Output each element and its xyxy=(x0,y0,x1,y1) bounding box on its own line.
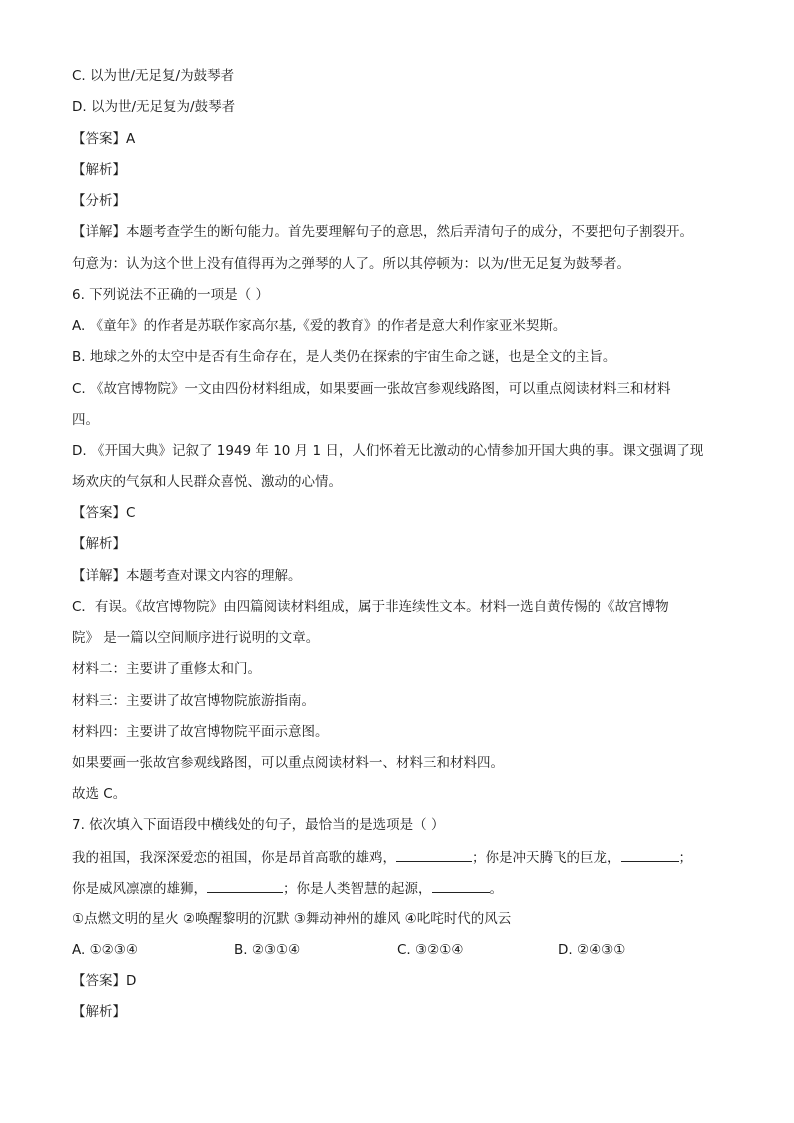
material-four: 材料四：主要讲了故宫博物院平面示意图。 xyxy=(72,724,329,740)
answer-label: 【答案】D xyxy=(72,973,137,989)
fill-blank xyxy=(396,848,472,862)
fenxi-heading: 【分析】 xyxy=(72,193,126,209)
explanation-conclusion: 如果要画一张故宫参观线路图，可以重点阅读材料一、材料三和材料四。 xyxy=(72,755,504,771)
choose-statement: 故选 C。 xyxy=(72,786,127,802)
detail-paragraph: 【详解】本题考查对课文内容的理解。 xyxy=(72,568,302,584)
fill-blank xyxy=(207,879,283,893)
answer-label: 【答案】C xyxy=(72,505,136,521)
question-7-passage-line-2 xyxy=(72,879,503,898)
passage-text: ；你是冲天腾飞的巨龙， xyxy=(472,850,621,866)
passage-text: 。 xyxy=(489,881,503,897)
question-6-option-d: D. 《开国大典》记叙了 1949 年 10 月 1 日，人们怀着无比激动的心情参加开国大典的事。课文强调了现 xyxy=(72,443,704,459)
passage-text: ； xyxy=(678,850,692,866)
material-two: 材料二：主要讲了重修太和门。 xyxy=(72,661,261,677)
explanation-line: 院》 是一篇以空间顺序进行说明的文章。 xyxy=(72,630,320,646)
question-7-option-b: B. ②③①④ xyxy=(234,942,301,958)
option-c-text: C. 以为世/无足复/为鼓琴者 xyxy=(72,68,235,84)
passage-text: 你是威风凛凛的雄狮， xyxy=(72,881,207,897)
fill-blank xyxy=(432,879,490,893)
question-6-option-d-cont: 场欢庆的气氛和人民群众喜悦、激动的心情。 xyxy=(72,474,342,490)
answer-label: 【答案】A xyxy=(72,131,136,147)
analysis-heading: 【解析】 xyxy=(72,162,126,178)
explanation-line: C．有误。《故宫博物院》由四篇阅读材料组成，属于非连续性文本。材料一选自黄传惕的《故宫博物 xyxy=(72,599,669,615)
question-7-stem: 7. 依次填入下面语段中横线处的句子，最恰当的是选项是（ ） xyxy=(72,817,445,833)
option-d-text: D. 以为世/无足复为/鼓琴者 xyxy=(72,99,236,115)
sentence-meaning: 句意为：认为这个世上没有值得再为之弹琴的人了。所以其停顿为：以为/世无足复为鼓琴者。 xyxy=(72,256,631,272)
question-7-option-c: C. ③②①④ xyxy=(397,942,464,958)
question-6-option-a: A. 《童年》的作者是苏联作家高尔基,《爱的教育》的作者是意大利作家亚米契斯。 xyxy=(72,318,567,334)
detail-paragraph: 【详解】本题考查学生的断句能力。首先要理解句子的意思，然后弄清句子的成分，不要把句子割裂开。 xyxy=(72,224,693,240)
question-7-option-a: A. ①②③④ xyxy=(72,942,138,958)
analysis-heading: 【解析】 xyxy=(72,536,126,552)
question-6-option-c-cont: 四。 xyxy=(72,412,99,428)
material-three: 材料三：主要讲了故宫博物院旅游指南。 xyxy=(72,693,315,709)
passage-text: ；你是人类智慧的起源， xyxy=(283,881,432,897)
question-7-candidate-sentences: ①点燃文明的星火 ②唤醒黎明的沉默 ③舞动神州的雄风 ④叱咤时代的风云 xyxy=(72,911,512,927)
question-6-option-c: C. 《故宫博物院》一文由四份材料组成，如果要画一张故宫参观线路图，可以重点阅读材料三和材料 xyxy=(72,381,671,397)
question-7-option-d: D. ②④③① xyxy=(558,942,626,958)
analysis-heading: 【解析】 xyxy=(72,1004,126,1020)
question-6-stem: 6. 下列说法不正确的一项是（ ） xyxy=(72,287,269,303)
question-6-option-b: B. 地球之外的太空中是否有生命存在，是人类仍在探索的宇宙生命之谜，也是全文的主旨。 xyxy=(72,349,617,365)
question-7-passage-line-1 xyxy=(72,848,692,867)
fill-blank xyxy=(621,848,679,862)
passage-text: 我的祖国，我深深爱恋的祖国，你是昂首高歌的雄鸡， xyxy=(72,850,396,866)
